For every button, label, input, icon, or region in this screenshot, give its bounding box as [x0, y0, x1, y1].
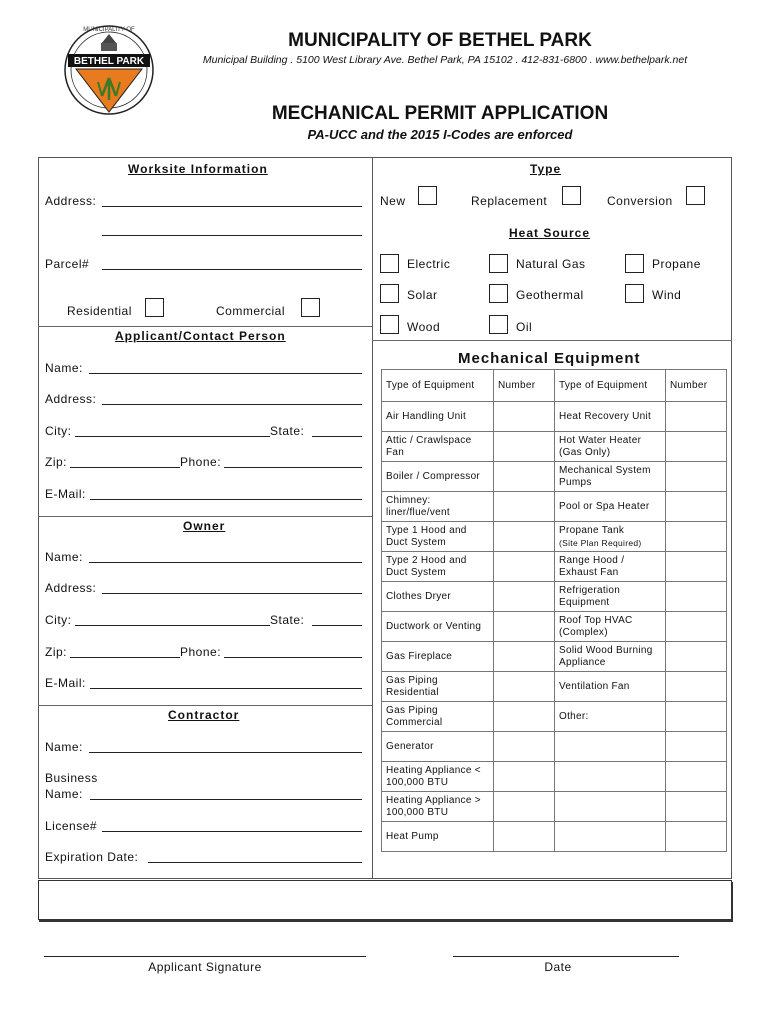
- owner-name-field[interactable]: [89, 562, 362, 563]
- equipment-type-solid-wood-burning-appliance: Solid Wood Burning Appliance: [555, 642, 666, 672]
- applicant-zip-field[interactable]: [70, 467, 180, 468]
- section-divider: [38, 326, 372, 327]
- license-label: License#: [45, 819, 98, 833]
- table-row: [382, 582, 727, 612]
- equipment-number-field[interactable]: [666, 702, 727, 732]
- equipment-heading: Mechanical Equipment: [458, 350, 641, 367]
- equipment-number-field[interactable]: [494, 642, 555, 672]
- municipality-title: MUNICIPALITY OF BETHEL PARK: [288, 30, 592, 51]
- equipment-table: [381, 369, 727, 852]
- applicant-state-field[interactable]: [312, 436, 362, 437]
- electric-label: Electric: [407, 257, 451, 271]
- equipment-number-field[interactable]: [666, 792, 727, 822]
- equipment-number-field[interactable]: [666, 732, 727, 762]
- type-heading: Type: [530, 162, 562, 176]
- section-divider: [38, 516, 372, 517]
- table-row: [382, 462, 727, 492]
- owner-phone-field[interactable]: [224, 657, 362, 658]
- col-number-header-2: Number: [666, 370, 727, 402]
- electric-checkbox[interactable]: [380, 254, 399, 273]
- worksite-address-field[interactable]: [102, 206, 362, 207]
- equipment-number-field[interactable]: [494, 402, 555, 432]
- applicant-heading: Applicant/Contact Person: [115, 329, 286, 343]
- table-row: [382, 762, 727, 792]
- owner-address-label: Address:: [45, 581, 97, 595]
- owner-zip-label: Zip:: [45, 645, 68, 659]
- owner-zip-field[interactable]: [70, 657, 180, 658]
- owner-phone-label: Phone:: [180, 645, 222, 659]
- table-header-row: [382, 370, 727, 402]
- seal-top-text: MUNICIPALITY OF: [83, 27, 135, 33]
- date-label: Date: [544, 960, 572, 974]
- table-row: [382, 702, 727, 732]
- type-conversion-label: Conversion: [607, 194, 673, 208]
- equipment-type-blank: [555, 822, 666, 852]
- solar-label: Solar: [407, 288, 438, 302]
- equipment-type-air-handling-unit: Air Handling Unit: [382, 402, 494, 432]
- equipment-number-field[interactable]: [494, 612, 555, 642]
- equipment-type-boiler-compressor: Boiler / Compressor: [382, 462, 494, 492]
- applicant-name-label: Name:: [45, 361, 83, 375]
- equipment-number-field[interactable]: [666, 522, 727, 552]
- equipment-number-field[interactable]: [494, 492, 555, 522]
- municipal-seal: [62, 20, 156, 124]
- equipment-type-range-hood-exhaust-fan: Range Hood / Exhaust Fan: [555, 552, 666, 582]
- solar-checkbox[interactable]: [380, 284, 399, 303]
- equipment-number-field[interactable]: [494, 822, 555, 852]
- propane-tank-label: Propane Tank: [559, 524, 625, 536]
- wood-label: Wood: [407, 320, 441, 334]
- equipment-type-generator: Generator: [382, 732, 494, 762]
- residential-label: Residential: [67, 304, 132, 318]
- equipment-type-chimney-liner-flue-vent: Chimney: liner/flue/vent: [382, 492, 494, 522]
- table-row: [382, 522, 727, 552]
- form-subtitle: PA-UCC and the 2015 I-Codes are enforced: [307, 127, 573, 142]
- table-row: [382, 402, 727, 432]
- owner-email-label: E-Mail:: [45, 676, 86, 690]
- equipment-type-refrigeration-equipment: Refrigeration Equipment: [555, 582, 666, 612]
- equipment-number-field[interactable]: [494, 462, 555, 492]
- owner-address-field[interactable]: [102, 593, 362, 594]
- expiration-field[interactable]: [148, 862, 362, 863]
- equipment-type-type-1-hood-and-duct-system: Type 1 Hood and Duct System: [382, 522, 494, 552]
- parcel-label: Parcel#: [45, 257, 90, 271]
- business-label: Business: [45, 771, 98, 785]
- equipment-number-field[interactable]: [494, 672, 555, 702]
- section-divider: [372, 340, 732, 341]
- equipment-number-field[interactable]: [494, 432, 555, 462]
- equipment-type-propane-tank: [555, 522, 666, 552]
- equipment-number-field[interactable]: [494, 792, 555, 822]
- owner-city-label: City:: [45, 613, 72, 627]
- type-replacement-checkbox[interactable]: [562, 186, 581, 205]
- wood-checkbox[interactable]: [380, 315, 399, 334]
- equipment-number-field[interactable]: [666, 492, 727, 522]
- table-row: [382, 792, 727, 822]
- expiration-label: Expiration Date:: [45, 850, 139, 864]
- table-row: [382, 552, 727, 582]
- seal-banner-text: BETHEL PARK: [73, 56, 145, 67]
- equipment-number-field[interactable]: [666, 672, 727, 702]
- applicant-address-label: Address:: [45, 392, 97, 406]
- table-row: [382, 432, 727, 462]
- equipment-type-blank: [555, 762, 666, 792]
- applicant-city-field[interactable]: [75, 436, 270, 437]
- applicant-signature-line[interactable]: [44, 956, 366, 957]
- geothermal-label: Geothermal: [516, 288, 584, 302]
- equipment-number-field[interactable]: [666, 582, 727, 612]
- residential-checkbox[interactable]: [145, 298, 164, 317]
- equipment-number-field[interactable]: [494, 582, 555, 612]
- equipment-number-field[interactable]: [666, 762, 727, 792]
- equipment-number-field[interactable]: [666, 462, 727, 492]
- worksite-address-label: Address:: [45, 194, 97, 208]
- col-number-header: Number: [494, 370, 555, 402]
- table-row: [382, 612, 727, 642]
- equipment-type-blank: [555, 792, 666, 822]
- table-row: [382, 822, 727, 852]
- worksite-address-field-2[interactable]: [102, 235, 362, 236]
- applicant-zip-label: Zip:: [45, 455, 68, 469]
- owner-city-field[interactable]: [75, 625, 270, 626]
- applicant-signature-label: Applicant Signature: [148, 960, 262, 974]
- equipment-number-field[interactable]: [494, 522, 555, 552]
- propane-note: (Site Plan Required): [559, 537, 642, 548]
- equipment-type-attic-crawlspace-fan: Attic / Crawlspace Fan: [382, 432, 494, 462]
- applicant-city-label: City:: [45, 424, 72, 438]
- equipment-number-field[interactable]: [666, 552, 727, 582]
- equipment-type-heat-pump: Heat Pump: [382, 822, 494, 852]
- contractor-name-label: Name:: [45, 740, 83, 754]
- geothermal-checkbox[interactable]: [489, 284, 508, 303]
- equipment-type-type-2-hood-and-duct-system: Type 2 Hood and Duct System: [382, 552, 494, 582]
- equipment-number-field[interactable]: [666, 822, 727, 852]
- business-name-label: Name:: [45, 787, 83, 801]
- equipment-type-other: Other:: [555, 702, 666, 732]
- commercial-label: Commercial: [216, 304, 286, 318]
- business-name-field[interactable]: [90, 799, 362, 800]
- applicant-state-label: State:: [270, 424, 305, 438]
- column-divider: [372, 157, 373, 879]
- equipment-number-field[interactable]: [666, 432, 727, 462]
- worksite-heading: Worksite Information: [128, 162, 268, 176]
- owner-state-label: State:: [270, 613, 305, 627]
- propane-checkbox[interactable]: [625, 254, 644, 273]
- type-replacement-label: Replacement: [471, 194, 548, 208]
- table-row: [382, 642, 727, 672]
- equipment-number-field[interactable]: [666, 402, 727, 432]
- equipment-type-mechanical-system-pumps: Mechanical System Pumps: [555, 462, 666, 492]
- col-type-header-2: Type of Equipment: [555, 370, 666, 402]
- owner-name-label: Name:: [45, 550, 83, 564]
- table-row: [382, 672, 727, 702]
- equipment-type-clothes-dryer: Clothes Dryer: [382, 582, 494, 612]
- equipment-type-heating-appliance-100-000-btu: Heating Appliance < 100,000 BTU: [382, 762, 494, 792]
- wind-label: Wind: [652, 288, 682, 302]
- equipment-number-field[interactable]: [494, 702, 555, 732]
- equipment-type-pool-or-spa-heater: Pool or Spa Heater: [555, 492, 666, 522]
- equipment-type-roof-top-hvac-complex: Roof Top HVAC (Complex): [555, 612, 666, 642]
- equipment-type-hot-water-heater-gas-only: Hot Water Heater (Gas Only): [555, 432, 666, 462]
- section-divider: [38, 705, 372, 706]
- type-new-label: New: [380, 194, 406, 208]
- equipment-number-field[interactable]: [494, 732, 555, 762]
- natural-gas-checkbox[interactable]: [489, 254, 508, 273]
- municipal-address: Municipal Building . 5100 West Library Ave. Bethel Park, PA 15102 . 412-831-6800 . www.bethelpark.net: [202, 54, 688, 66]
- owner-state-field[interactable]: [312, 625, 362, 626]
- type-conversion-checkbox[interactable]: [686, 186, 705, 205]
- equipment-type-ventilation-fan: Ventilation Fan: [555, 672, 666, 702]
- parcel-field[interactable]: [102, 269, 362, 270]
- applicant-email-label: E-Mail:: [45, 487, 86, 501]
- col-type-header: Type of Equipment: [382, 370, 494, 402]
- owner-email-field[interactable]: [90, 688, 362, 689]
- commercial-checkbox[interactable]: [301, 298, 320, 317]
- applicant-email-field[interactable]: [90, 499, 362, 500]
- oil-checkbox[interactable]: [489, 315, 508, 334]
- equipment-type-gas-piping-residential: Gas Piping Residential: [382, 672, 494, 702]
- applicant-phone-field[interactable]: [224, 467, 362, 468]
- owner-heading: Owner: [183, 519, 226, 533]
- equipment-type-ductwork-or-venting: Ductwork or Venting: [382, 612, 494, 642]
- type-new-checkbox[interactable]: [418, 186, 437, 205]
- equipment-type-gas-fireplace: Gas Fireplace: [382, 642, 494, 672]
- license-field[interactable]: [102, 831, 362, 832]
- equipment-type-gas-piping-commercial: Gas Piping Commercial: [382, 702, 494, 732]
- signature-box[interactable]: [38, 880, 732, 920]
- natural-gas-label: Natural Gas: [516, 257, 586, 271]
- equipment-type-heat-recovery-unit: Heat Recovery Unit: [555, 402, 666, 432]
- applicant-address-field[interactable]: [102, 404, 362, 405]
- equipment-type-heating-appliance-100-000-btu: Heating Appliance > 100,000 BTU: [382, 792, 494, 822]
- form-title: MECHANICAL PERMIT APPLICATION: [271, 103, 609, 124]
- wind-checkbox[interactable]: [625, 284, 644, 303]
- equipment-number-field[interactable]: [666, 642, 727, 672]
- equipment-number-field[interactable]: [494, 762, 555, 792]
- table-row: [382, 492, 727, 522]
- oil-label: Oil: [516, 320, 533, 334]
- equipment-type-blank: [555, 732, 666, 762]
- table-row: [382, 732, 727, 762]
- propane-label: Propane: [652, 257, 701, 271]
- equipment-number-field[interactable]: [494, 552, 555, 582]
- heat-source-heading: Heat Source: [509, 226, 591, 240]
- applicant-phone-label: Phone:: [180, 455, 222, 469]
- date-line[interactable]: [453, 956, 679, 957]
- contractor-heading: Contractor: [168, 708, 240, 722]
- contractor-name-field[interactable]: [89, 752, 362, 753]
- applicant-name-field[interactable]: [89, 373, 362, 374]
- equipment-number-field[interactable]: [666, 612, 727, 642]
